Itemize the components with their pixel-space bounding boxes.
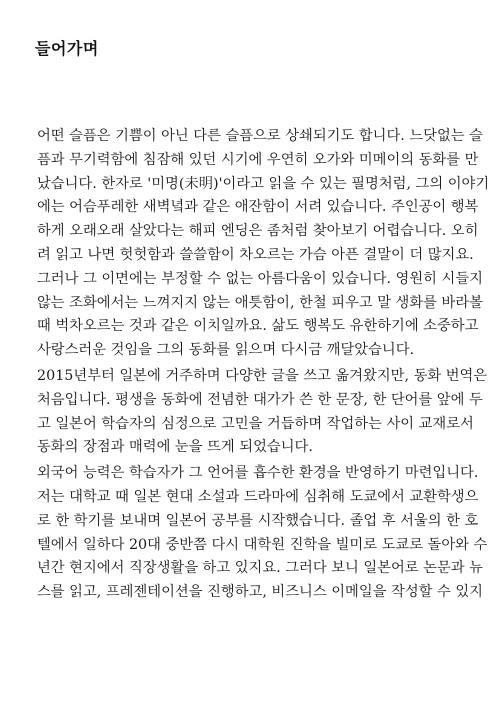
text-line: 때 벅차오르는 것과 같은 이치일까요. 삶도 행복도 유한하기에 소중하고 (37, 318, 479, 335)
text-line: 동화의 장점과 매력에 눈을 뜨게 되었습니다. (37, 439, 313, 456)
text-line: 고 일본어 학습자의 심정으로 고민을 거듭하며 작업하는 사이 교재로서 (37, 415, 474, 432)
text-line: 스를 읽고, 프레젠테이션을 진행하고, 비즈니스 이메일을 작성할 수 있지 (37, 584, 483, 601)
paragraph-3 (37, 462, 488, 605)
text-line: 그러나 그 이면에는 부정할 수 없는 아름다움이 있습니다. 영원히 시들지 (37, 270, 483, 287)
paragraph-1 (37, 125, 490, 363)
text-line: 로 한 학기를 보내며 일본어 공부를 시작했습니다. 졸업 후 서울의 한 호 (37, 512, 479, 529)
text-line: 났습니다. 한자로 '미명(未明)'이라고 읽을 수 있는 필명처럼, 그의 이야기 (37, 175, 490, 192)
text-line: 않는 조화에서는 느껴지지 않는 애틋함이, 한철 피우고 말 생화를 바라볼 (37, 294, 483, 311)
text-line: 하게 오래오래 살았다는 해피 엔딩은 좀처럼 찾아보기 어렵습니다. 오히 (37, 223, 479, 240)
body-text (37, 125, 490, 607)
page-title: 들어가며 (35, 39, 99, 58)
text-line: 2015년부터 일본에 거주하며 다양한 글을 쓰고 옮겨왔지만, 동화 번역은 (37, 367, 488, 384)
text-line: 처음입니다. 평생을 동화에 전념한 대가가 쓴 한 문장, 한 단어를 앞에 두 (37, 391, 483, 408)
paragraph-2 (37, 365, 488, 460)
text-line: 년간 현지에서 직장생활을 하고 있지요. 그러다 보니 일본어로 논문과 뉴 (37, 560, 483, 577)
text-line: 려 읽고 나면 헛헛함과 쓸쓸함이 차오르는 가슴 아픈 결말이 더 많지요. (37, 246, 474, 263)
text-line: 픔과 무기력함에 침잠해 있던 시기에 우연히 오가와 미메이의 동화를 만 (37, 151, 479, 168)
text-line: 외국어 능력은 학습자가 그 언어를 흡수한 환경을 반영하기 마련입니다. (37, 465, 479, 482)
text-line: 에는 어슴푸레한 새벽녘과 같은 애잔함이 서려 있습니다. 주인공이 행복 (37, 199, 479, 216)
text-line: 텔에서 일하다 20대 중반쯤 다시 대학원 진학을 빌미로 도쿄로 돌아와 수 (37, 536, 488, 553)
text-line: 저는 대학교 때 일본 현대 소설과 드라마에 심취해 도쿄에서 교환학생으 (37, 488, 479, 505)
text-line: 사랑스러운 것임을 그의 동화를 읽으며 다시금 깨달았습니다. (37, 342, 415, 359)
text-line: 어떤 슬픔은 기쁨이 아닌 다른 슬픔으로 상쇄되기도 합니다. 느닷없는 슬 (37, 128, 483, 144)
